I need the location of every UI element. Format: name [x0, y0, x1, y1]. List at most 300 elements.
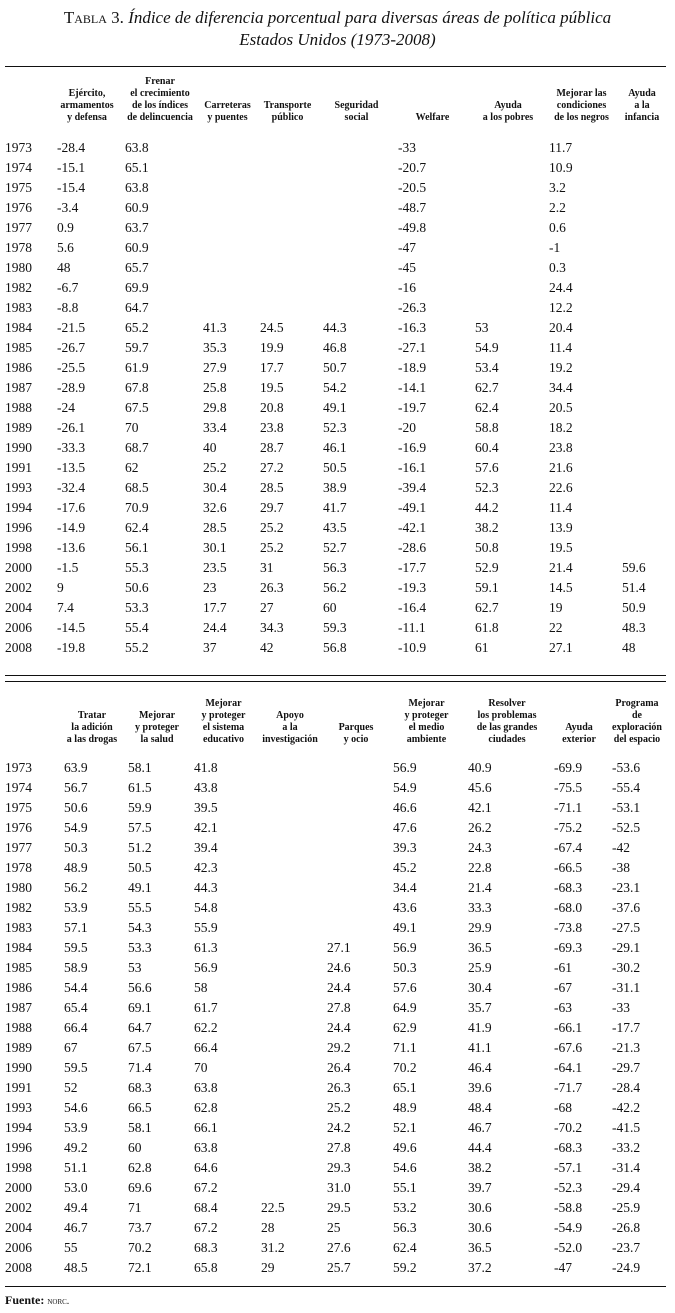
row-year: 1975: [5, 180, 32, 195]
table-cell: 63.8: [194, 1140, 218, 1155]
table-cell: 17.7: [203, 600, 227, 615]
table-cell: -57.1: [554, 1160, 583, 1175]
row-year: 1989: [5, 420, 32, 435]
row-year: 1976: [5, 200, 32, 215]
source-value: norc.: [47, 1296, 70, 1307]
row-year: 1975: [5, 800, 32, 815]
table-row: [5, 478, 666, 498]
table-cell: 62.9: [393, 1020, 417, 1035]
table-cell: 46.6: [393, 800, 417, 815]
table-cell: 67.2: [194, 1180, 218, 1195]
table-cell: [471, 298, 545, 318]
table-cell: 32.6: [203, 500, 227, 515]
table-row: [5, 1238, 666, 1258]
table-cell: 49.1: [323, 400, 347, 415]
table2-col-header: Tratar la adición a las drogas: [66, 710, 118, 745]
table-cell: -42.1: [398, 520, 427, 535]
table-cell: [199, 198, 256, 218]
table-row: [5, 338, 666, 358]
table-cell: 28.7: [260, 440, 284, 455]
row-year: 1986: [5, 980, 32, 995]
table-cell: 50.3: [64, 840, 88, 855]
table-cell: 31.0: [327, 1180, 351, 1195]
table-cell: 27.1: [327, 940, 351, 955]
table-cell: [199, 278, 256, 298]
table-cell: -21.5: [57, 320, 86, 335]
table-cell: 24.5: [260, 320, 284, 335]
table-cell: [257, 1038, 323, 1058]
row-year: 1978: [5, 860, 32, 875]
table-cell: 68.3: [194, 1240, 218, 1255]
row-year: 1991: [5, 1080, 32, 1095]
table-cell: 38.2: [468, 1160, 492, 1175]
row-year: 1982: [5, 900, 32, 915]
table-cell: [618, 518, 666, 538]
table-row: [5, 398, 666, 418]
table-cell: 25.2: [203, 460, 227, 475]
table-cell: 18.2: [549, 420, 573, 435]
table-cell: [323, 918, 389, 938]
table-cell: [323, 798, 389, 818]
table-cell: -23.1: [612, 880, 641, 895]
table-row: [5, 1078, 666, 1098]
table-cell: 36.5: [468, 940, 492, 955]
table-cell: 70: [125, 420, 139, 435]
table-row: [5, 178, 666, 198]
table-cell: [319, 238, 394, 258]
row-year: 1990: [5, 1060, 32, 1075]
table-cell: 51.4: [622, 580, 646, 595]
table-row: [5, 858, 666, 878]
table-cell: 44.3: [323, 320, 347, 335]
table1-col-header: Carreteras y puentes: [204, 100, 251, 123]
table-cell: 33.3: [468, 900, 492, 915]
table-row: [5, 378, 666, 398]
table-cell: 69.6: [128, 1180, 152, 1195]
row-year: 2002: [5, 1200, 32, 1215]
table1-col-header: Frenar el crecimiento de los índices de delincuencia: [127, 76, 193, 123]
table-cell: 31.2: [261, 1240, 285, 1255]
table-cell: 11.7: [549, 140, 573, 155]
table-cell: 55.9: [194, 920, 218, 935]
row-year: 1980: [5, 260, 32, 275]
table-cell: -26.8: [612, 1220, 641, 1235]
table-cell: -16.9: [398, 440, 427, 455]
table-cell: -68: [554, 1100, 572, 1115]
table-cell: 0.6: [549, 220, 566, 235]
table-row: [5, 638, 666, 658]
table-cell: 67.2: [194, 1220, 218, 1235]
source-note: [5, 1293, 69, 1308]
table-cell: 70.2: [128, 1240, 152, 1255]
table-cell: 41.9: [468, 1020, 492, 1035]
row-year: 2006: [5, 1240, 32, 1255]
table-cell: [618, 458, 666, 478]
table-row: [5, 838, 666, 858]
table-cell: -66.1: [554, 1020, 583, 1035]
table-cell: 29: [261, 1260, 275, 1275]
table-row: [5, 752, 666, 778]
table-cell: -67.6: [554, 1040, 583, 1055]
table-cell: [257, 878, 323, 898]
row-year: 1973: [5, 760, 32, 775]
table-cell: 19.5: [260, 380, 284, 395]
table-cell: [618, 238, 666, 258]
table-cell: 66.5: [128, 1100, 152, 1115]
table-cell: 56.8: [323, 640, 347, 655]
table-cell: -47: [398, 240, 416, 255]
table-cell: 65.2: [125, 320, 149, 335]
table-cell: 61.7: [194, 1000, 218, 1015]
table-cell: 43.6: [393, 900, 417, 915]
table-cell: -24.9: [612, 1260, 641, 1275]
table-cell: 29.8: [203, 400, 227, 415]
table-row: [5, 958, 666, 978]
table-cell: 11.4: [549, 500, 573, 515]
table2-header-row: [5, 682, 666, 752]
table-cell: [471, 198, 545, 218]
table-cell: -28.4: [57, 140, 86, 155]
table-cell: 38.9: [323, 480, 347, 495]
table-cell: [323, 838, 389, 858]
table-cell: 19.2: [549, 360, 573, 375]
table-cell: 30.4: [468, 980, 492, 995]
table-cell: -52.3: [554, 1180, 583, 1195]
table-row: [5, 778, 666, 798]
table-cell: 22.5: [261, 1200, 285, 1215]
table-cell: [618, 338, 666, 358]
table-cell: -49.8: [398, 220, 427, 235]
table-cell: 25.8: [203, 380, 227, 395]
table-cell: -18.9: [398, 360, 427, 375]
table-cell: 26.4: [327, 1060, 351, 1075]
table-cell: 30.6: [468, 1220, 492, 1235]
table-cell: 29.3: [327, 1160, 351, 1175]
table-row: [5, 1038, 666, 1058]
table-cell: 19.5: [549, 540, 573, 555]
table-cell: 50.5: [128, 860, 152, 875]
table-cell: [618, 130, 666, 158]
table-cell: 48: [622, 640, 636, 655]
table-cell: -42: [612, 840, 630, 855]
table-cell: 0.9: [57, 220, 74, 235]
table-cell: -16: [398, 280, 416, 295]
table-cell: 59.6: [622, 560, 646, 575]
table-cell: [199, 178, 256, 198]
table-cell: -67.4: [554, 840, 583, 855]
table-cell: 23.5: [203, 560, 227, 575]
table-cell: -16.4: [398, 600, 427, 615]
table-cell: 63.8: [125, 180, 149, 195]
table-cell: [471, 238, 545, 258]
table-cell: 55.3: [125, 560, 149, 575]
table-cell: 59.9: [128, 800, 152, 815]
table-cell: -13.5: [57, 460, 86, 475]
table-row: [5, 258, 666, 278]
table-cell: [618, 378, 666, 398]
row-year: 1982: [5, 280, 32, 295]
table-cell: -32.4: [57, 480, 86, 495]
table-cell: 54.9: [64, 820, 88, 835]
table-cell: 57.6: [475, 460, 499, 475]
table-cell: 65.1: [393, 1080, 417, 1095]
table-cell: 34.3: [260, 620, 284, 635]
table-row: [5, 1198, 666, 1218]
table-cell: -20.7: [398, 160, 427, 175]
table-cell: 48: [57, 260, 71, 275]
row-year: 1977: [5, 220, 32, 235]
table-cell: 59.5: [64, 1060, 88, 1075]
table-cell: 42.1: [468, 800, 492, 815]
table-cell: [323, 818, 389, 838]
table1-header-row: [5, 67, 666, 130]
table-cell: 46.7: [64, 1220, 88, 1235]
row-year: 2004: [5, 600, 32, 615]
table-cell: 51.2: [128, 840, 152, 855]
table-cell: 53.4: [475, 360, 499, 375]
table-cell: [323, 752, 389, 778]
table-cell: 56.2: [323, 580, 347, 595]
row-year: 1998: [5, 540, 32, 555]
table-cell: 52: [64, 1080, 78, 1095]
table-cell: 61.5: [128, 780, 152, 795]
table-cell: -27.1: [398, 340, 427, 355]
table-cell: [618, 358, 666, 378]
table-cell: -68.3: [554, 1140, 583, 1155]
table-cell: 44.4: [468, 1140, 492, 1155]
table-cell: 54.8: [194, 900, 218, 915]
table-cell: [618, 498, 666, 518]
table-row: [5, 518, 666, 538]
table-cell: 68.7: [125, 440, 149, 455]
table-cell: -64.1: [554, 1060, 583, 1075]
table-cell: -16.1: [398, 460, 427, 475]
table-cell: [257, 1178, 323, 1198]
table-cell: 58.8: [475, 420, 499, 435]
table-cell: -58.8: [554, 1200, 583, 1215]
table-cell: [618, 398, 666, 418]
table-cell: 62.2: [194, 1020, 218, 1035]
table-row: [5, 538, 666, 558]
table-cell: 65.7: [125, 260, 149, 275]
table-cell: 41.1: [468, 1040, 492, 1055]
table-cell: [199, 238, 256, 258]
table-cell: 65.1: [125, 160, 149, 175]
table-cell: 43.8: [194, 780, 218, 795]
table-cell: -20: [398, 420, 416, 435]
table-cell: 13.9: [549, 520, 573, 535]
row-year: 1985: [5, 960, 32, 975]
table-row: [5, 618, 666, 638]
table-cell: -1: [549, 240, 561, 255]
table-cell: -45: [398, 260, 416, 275]
table-cell: 54.9: [475, 340, 499, 355]
table-cell: [257, 1058, 323, 1078]
table-cell: 64.9: [393, 1000, 417, 1015]
table-cell: [257, 978, 323, 998]
row-year: 1983: [5, 300, 32, 315]
table1-col-header: Welfare: [415, 112, 450, 123]
table-cell: 56.2: [64, 880, 88, 895]
table-cell: 62.8: [194, 1100, 218, 1115]
table-cell: [323, 878, 389, 898]
table-row: [5, 298, 666, 318]
row-year: 1986: [5, 360, 32, 375]
table-cell: [471, 218, 545, 238]
table2-col-header: [5, 682, 60, 752]
table-row: [5, 198, 666, 218]
table-cell: 21.4: [549, 560, 573, 575]
row-year: 1989: [5, 1040, 32, 1055]
table-cell: 60: [128, 1140, 142, 1155]
table-cell: -26.7: [57, 340, 86, 355]
row-year: 1974: [5, 780, 32, 795]
table-cell: 7.4: [57, 600, 74, 615]
table-cell: -20.5: [398, 180, 427, 195]
table-cell: 69.1: [128, 1000, 152, 1015]
table-cell: 62: [125, 460, 139, 475]
table-cell: 41.8: [194, 760, 218, 775]
row-year: 1994: [5, 1120, 32, 1135]
table-row: [5, 818, 666, 838]
table-cell: [471, 130, 545, 158]
table-cell: [257, 898, 323, 918]
table-cell: -75.5: [554, 780, 583, 795]
row-year: 1978: [5, 240, 32, 255]
table-row: [5, 218, 666, 238]
table-cell: -14.1: [398, 380, 427, 395]
row-year: 1973: [5, 140, 32, 155]
table-cell: -38: [612, 860, 630, 875]
table-cell: [256, 258, 319, 278]
table-cell: 24.4: [327, 1020, 351, 1035]
table-cell: 50.8: [475, 540, 499, 555]
table-cell: -1.5: [57, 560, 79, 575]
table-cell: -29.4: [612, 1180, 641, 1195]
table-cell: -24: [57, 400, 75, 415]
table-cell: 25: [327, 1220, 341, 1235]
table-cell: 62.7: [475, 380, 499, 395]
table-row: [5, 278, 666, 298]
table-cell: [257, 998, 323, 1018]
table-cell: -69.9: [554, 760, 583, 775]
table-cell: 42.3: [194, 860, 218, 875]
table-cell: 29.7: [260, 500, 284, 515]
table-cell: 39.3: [393, 840, 417, 855]
table-cell: 53.3: [125, 600, 149, 615]
table-cell: [319, 178, 394, 198]
table-row: [5, 318, 666, 338]
table-cell: 54.4: [64, 980, 88, 995]
table-cell: [256, 198, 319, 218]
table-cell: 22.6: [549, 480, 573, 495]
table-cell: [257, 918, 323, 938]
table-cell: 27: [260, 600, 274, 615]
table-row: [5, 130, 666, 158]
table-cell: 35.7: [468, 1000, 492, 1015]
table2-col-header: Mejorar y proteger el medio ambiente: [404, 698, 449, 745]
row-year: 1974: [5, 160, 32, 175]
table-cell: [471, 158, 545, 178]
row-year: 2006: [5, 620, 32, 635]
table-cell: 56.9: [393, 760, 417, 775]
table-cell: -71.7: [554, 1080, 583, 1095]
table-cell: 35.3: [203, 340, 227, 355]
table-cell: -67: [554, 980, 572, 995]
table2: [5, 682, 666, 1278]
table-cell: 24.4: [203, 620, 227, 635]
table-cell: 54.3: [128, 920, 152, 935]
table-cell: 23.8: [549, 440, 573, 455]
table-cell: 64.6: [194, 1160, 218, 1175]
table-cell: [319, 258, 394, 278]
table-cell: -70.2: [554, 1120, 583, 1135]
table-cell: 19: [549, 600, 563, 615]
table-cell: 49.6: [393, 1140, 417, 1155]
table-title: [0, 0, 675, 51]
row-year: 1985: [5, 340, 32, 355]
table-cell: -33: [398, 140, 416, 155]
table-cell: -17.7: [612, 1020, 641, 1035]
table-cell: 49.4: [64, 1200, 88, 1215]
table-cell: 42: [260, 640, 274, 655]
table-cell: [256, 218, 319, 238]
table-cell: 12.2: [549, 300, 573, 315]
table-cell: 63.7: [125, 220, 149, 235]
table-cell: 48.4: [468, 1100, 492, 1115]
table-cell: 67: [64, 1040, 78, 1055]
table-cell: -26.1: [57, 420, 86, 435]
table-cell: 53.3: [128, 940, 152, 955]
table-cell: 56.3: [393, 1220, 417, 1235]
table-cell: -28.6: [398, 540, 427, 555]
table-cell: [618, 438, 666, 458]
table-cell: 60.4: [475, 440, 499, 455]
table-cell: 46.8: [323, 340, 347, 355]
table-cell: 52.1: [393, 1120, 417, 1135]
table-cell: 65.8: [194, 1260, 218, 1275]
table-cell: -48.7: [398, 200, 427, 215]
table-cell: [257, 1118, 323, 1138]
table-cell: 57.5: [128, 820, 152, 835]
table1-col-header: Ejército, armamentos y defensa: [60, 88, 114, 123]
table1: [5, 67, 666, 658]
table-cell: 53.2: [393, 1200, 417, 1215]
table-cell: 33.4: [203, 420, 227, 435]
table-cell: 19.9: [260, 340, 284, 355]
table-cell: 59.5: [64, 940, 88, 955]
table-row: [5, 578, 666, 598]
table-cell: [257, 752, 323, 778]
table-cell: 17.7: [260, 360, 284, 375]
table-cell: 58: [194, 980, 208, 995]
table-cell: 54.2: [323, 380, 347, 395]
table-cell: -15.1: [57, 160, 86, 175]
table-cell: -75.2: [554, 820, 583, 835]
table2-body: [5, 752, 666, 1278]
table-row: [5, 938, 666, 958]
table-cell: -27.5: [612, 920, 641, 935]
table-cell: [257, 1158, 323, 1178]
table-row: [5, 998, 666, 1018]
table-cell: 11.4: [549, 340, 573, 355]
table-cell: 36.5: [468, 1240, 492, 1255]
table-cell: [256, 278, 319, 298]
table-cell: -53.6: [612, 760, 641, 775]
table-cell: 70.2: [393, 1060, 417, 1075]
table-cell: 28.5: [203, 520, 227, 535]
table-cell: 58.1: [128, 1120, 152, 1135]
